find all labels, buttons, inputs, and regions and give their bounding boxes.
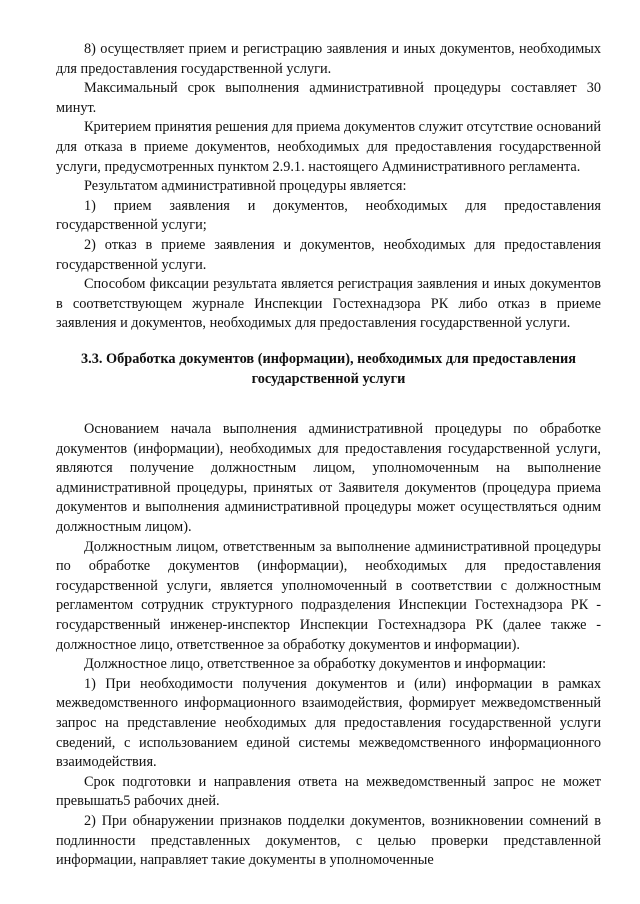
list-item: 1) При необходимости получения документов и (или) информации в рамках межведомственного информационного взаимодействия, формирует межведомственный запрос на представление необходимых для предоставления государственной услуги сведений, с использованием единой системы межведомственного информационного взаимодействия. xyxy=(56,675,601,771)
paragraph: Должностным лицом, ответственным за выполнение административной процедуры по обработке документов (информации), необходимых для предоставления государственной услуги, является уполномоченный в соответствии с должностным регламентом сотрудник структурного подразделения Инспекции Гостехнадзора РК - государственный инженер-инспектор Инспекции Гостехнадзора РК (далее также - должностное лицо, ответственное за обработку документов и информации). xyxy=(56,538,601,653)
paragraph: Должностное лицо, ответственное за обработку документов и информации: xyxy=(84,656,547,673)
list-item: 2) При обнаружении признаков подделки документов, возникновении сомнений в подлинности представленных документов, с целью проверки представленной информации, направляет такие документы в уполномоченные xyxy=(56,812,601,869)
list-item: 2) отказ в приеме заявления и документов, необходимых для предоставления государственной услуги. xyxy=(56,236,601,273)
paragraph: Способом фиксации результата является регистрация заявления и иных документов в соответствующем журнале Инспекции Гостехнадзора РК либо отказ в приеме заявления и документов, необходимых для предоставления государственной услуги. xyxy=(56,276,601,332)
paragraph: Срок подготовки и направления ответа на межведомственный запрос не может превышать5 рабочих дней. xyxy=(56,773,601,810)
list-item: 1) прием заявления и документов, необходимых для предоставления государственной услуги; xyxy=(56,197,601,234)
paragraph: Основанием начала выполнения административной процедуры по обработке документов (информации), необходимых для предоставления государственной услуги, являются получение должностным лицом, уполномоченным на выполнение административной процедуры, принятых от Заявителя документов (процедура приема документов и выполнения административной процедуры может осуществляться одним должностным лицом). xyxy=(56,421,601,536)
paragraph: Результатом административной процедуры является: xyxy=(84,178,407,195)
document-page xyxy=(56,40,601,871)
paragraph: Максимальный срок выполнения административной процедуры составляет 30 минут. xyxy=(56,80,601,116)
section-heading: 3.3. Обработка документов (информации), необходимых для предоставления государственной услуги xyxy=(81,350,576,387)
paragraph: 8) осуществляет прием и регистрацию заявления и иных документов, необходимых для предоставления государственной услуги. xyxy=(56,41,601,77)
paragraph: Критерием принятия решения для приема документов служит отсутствие оснований для отказа в приеме документов, необходимых для предоставления государственной услуги, предусмотренных пунктом 2.9.1. настоящего Административного регламента. xyxy=(56,119,601,175)
